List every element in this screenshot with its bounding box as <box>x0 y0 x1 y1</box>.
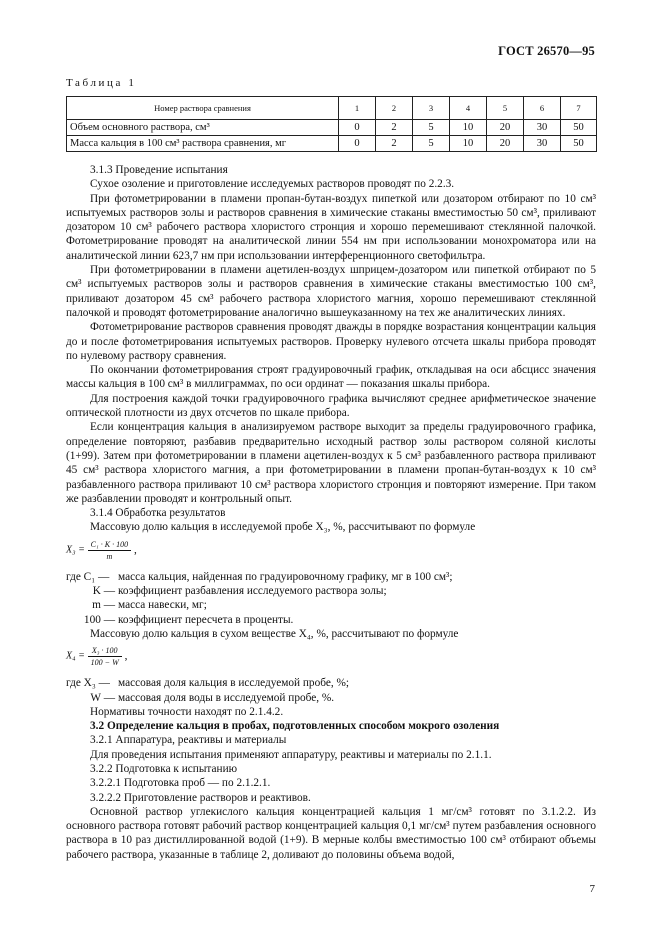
formula-numerator: C₁ · K · 100 <box>88 539 131 551</box>
formula-lhs: X₄ = <box>66 650 85 662</box>
formula-end: , <box>133 543 137 556</box>
table-cell: 0 <box>339 136 376 152</box>
table-col-header: Номер раствора сравнения <box>67 97 339 120</box>
table-caption: Таблица 1 <box>66 77 137 89</box>
paragraph: 3.2.2.2 Приготовление растворов и реактивов. <box>90 791 311 804</box>
formula-fraction <box>88 539 131 562</box>
legend-row <box>66 691 596 705</box>
section-heading-3-2-1: 3.2.1 Аппаратура, реактивы и материалы <box>90 734 287 747</box>
table-number-cell: 3 <box>413 97 450 120</box>
table-cell: 5 <box>413 136 450 152</box>
table-number-cell: 4 <box>450 97 487 120</box>
table-cell: 5 <box>413 120 450 136</box>
paragraph: Сухое озоление и приготовление исследуемых растворов проводят по 2.2.3. <box>90 178 455 191</box>
formula-x4 <box>66 645 596 673</box>
table-cell: 30 <box>524 120 561 136</box>
section-heading-3-1-3: 3.1.3 Проведение испытания <box>90 164 228 176</box>
legend-text: коэффициент разбавления исследуемого раствора золы; <box>118 585 387 598</box>
table-header-row <box>67 97 597 120</box>
table-row <box>67 120 597 136</box>
section-heading-text: 3.2 Определение кальция в пробах, подготовленных способом мокрого озоления <box>90 720 500 733</box>
formula-end: , <box>124 650 128 663</box>
formula-denominator: 100 − W <box>90 658 119 668</box>
legend-text: массовая доля кальция в исследуемой пробе, %; <box>118 677 350 690</box>
legend-key: 100 — <box>83 613 115 626</box>
table-cell: 20 <box>487 136 524 152</box>
table-cell: 0 <box>339 120 376 136</box>
table-cell: 2 <box>376 120 413 136</box>
paragraph: Фотометрирование растворов сравнения проводят дважды в порядке возрастания концентрации кальция до и после фотометрирования испытуемых растворов. Проверку нулевого отсчета шкалы прибора проводят по нулевому раствору сравнения. <box>66 321 596 362</box>
paragraph: Если концентрация кальция в анализируемом растворе выходит за пределы градуировочного графика, определение повторяют, разбавив предварительно исходный раствор золы раствором соляной кислоты (1+99). Затем при фотометрировании в пламени ацетилен-воздух к 5 см³ разбавленного раствора приливают 45 см³ раствора хлористого магния, а при фотометрировании в пламени пропан-бутан-воздух к 10 см³ разбавленного раствора приливают 10 см³ раствора хлористого стронция и повторяют измерение. При таком же разбавлении проводят и контрольный опыт. <box>66 421 596 505</box>
paragraph: Для проведения испытания применяют аппаратуру, реактивы и материалы по 2.1.1. <box>90 748 492 761</box>
table-cell: 10 <box>450 120 487 136</box>
legend-key: где X₃ — <box>66 677 110 690</box>
paragraph: Для построения каждой точки градуировочного графика вычисляют среднее арифметическое значение оптической плотности из двух отсчетов по шкале прибора. <box>66 392 596 420</box>
legend-key: K — <box>92 585 115 598</box>
legend-row <box>66 598 596 612</box>
standard-code-header: ГОСТ 26570—95 <box>498 44 595 58</box>
body-text <box>66 163 596 862</box>
table-number-cell: 2 <box>376 97 413 120</box>
table-cell: 10 <box>450 136 487 152</box>
legend-row <box>66 584 596 598</box>
legend-text: коэффициент пересчета в проценты. <box>118 613 294 626</box>
table-number-cell: 6 <box>524 97 561 120</box>
paragraph: 3.2.2.1 Подготовка проб — по 2.1.2.1. <box>90 777 271 790</box>
section-heading-3-1-4: 3.1.4 Обработка результатов <box>90 507 226 520</box>
legend-row <box>66 570 596 584</box>
formula-numerator: X₃ · 100 <box>88 645 122 657</box>
table-number-cell: 5 <box>487 97 524 120</box>
legend-row <box>66 613 596 627</box>
table-row-label: Объем основного раствора, см³ <box>67 120 339 136</box>
section-heading-3-2 <box>66 719 596 733</box>
page-number: 7 <box>589 883 595 895</box>
legend-text: масса кальция, найденная по градуировочному графику, мг в 100 см³; <box>118 570 453 583</box>
formula-lhs: X₃ = <box>66 544 85 556</box>
formula-x3 <box>66 539 596 567</box>
table-row <box>67 136 597 152</box>
table-cell: 2 <box>376 136 413 152</box>
paragraph: По окончании фотометрирования строят градуировочный график, откладывая на оси абсцисс значения массы кальция в 100 см³ в миллиграммах, по оси ординат — показания шкалы прибора. <box>66 364 596 391</box>
legend-text: массовая доля воды в исследуемой пробе, %. <box>118 691 335 704</box>
paragraph: При фотометрировании в пламени пропан-бутан-воздух пипеткой или дозатором отбирают по 10 см³ испытуемых растворов золы и растворов сравнения в химические стаканы вместимостью 50 см³, приливают дозатором 10 см³ рабочего раствора хлористого стронция и хорошо перемешивают стеклянной палочкой. Фотометрирование проводят на аналитической линии 554 нм при использовании монохроматора или на аналитической линии 623,7 нм при использовании интерференционного светофильтра. <box>66 192 596 262</box>
paragraph: При фотометрировании в пламени ацетилен-воздух шприцем-дозатором или пипеткой отбирают по 5 см³ испытуемых растворов золы и растворов сравнения в химические стаканы вместимостью 100 см³, приливают дозатором 45 см³ рабочего раствора хлористого магния, хорошо перемешивают стеклянной палочкой и проводят фотометрирование аналогично вышеуказанному на тех же аналитических линиях. <box>66 264 596 319</box>
formula-denominator: m <box>106 551 113 561</box>
table-1 <box>66 96 597 152</box>
section-heading-3-2-2: 3.2.2 Подготовка к испытанию <box>90 762 238 775</box>
table-number-cell: 7 <box>561 97 597 120</box>
legend-key: где C₁ — <box>66 570 110 583</box>
formula-fraction <box>88 645 122 668</box>
paragraph: Основной раствор углекислого кальция концентрацией кальция 1 мг/см³ готовят по 3.1.2.2. Из основного раствора готовят рабочий раствор концентрацией кальция 0,1 мг/см³ путем разбавления основного раствора в 10 раз дистиллированной водой (1+9). В мерные колбы вместимостью 100 см³ отбирают объемы рабочего раствора, указанные в таблице 2, доливают до половины объема водой, <box>66 805 596 861</box>
table-number-cell: 1 <box>339 97 376 120</box>
paragraph: Нормативы точности находят по 2.1.4.2. <box>90 705 284 718</box>
legend-key: W — <box>90 691 115 704</box>
table-row-label: Масса кальция в 100 см³ раствора сравнения, мг <box>67 136 339 152</box>
table-cell: 50 <box>561 136 597 152</box>
legend-row <box>66 676 596 690</box>
legend-key: m — <box>92 599 115 612</box>
table-cell: 20 <box>487 120 524 136</box>
paragraph: Массовую долю кальция в сухом веществе X₄, %, рассчитывают по формуле <box>90 627 459 640</box>
table-cell: 30 <box>524 136 561 152</box>
paragraph: Массовую долю кальция в исследуемой пробе X₃, %, рассчитывают по формуле <box>90 521 476 534</box>
legend-text: масса навески, мг; <box>118 599 207 612</box>
table-cell: 50 <box>561 120 597 136</box>
